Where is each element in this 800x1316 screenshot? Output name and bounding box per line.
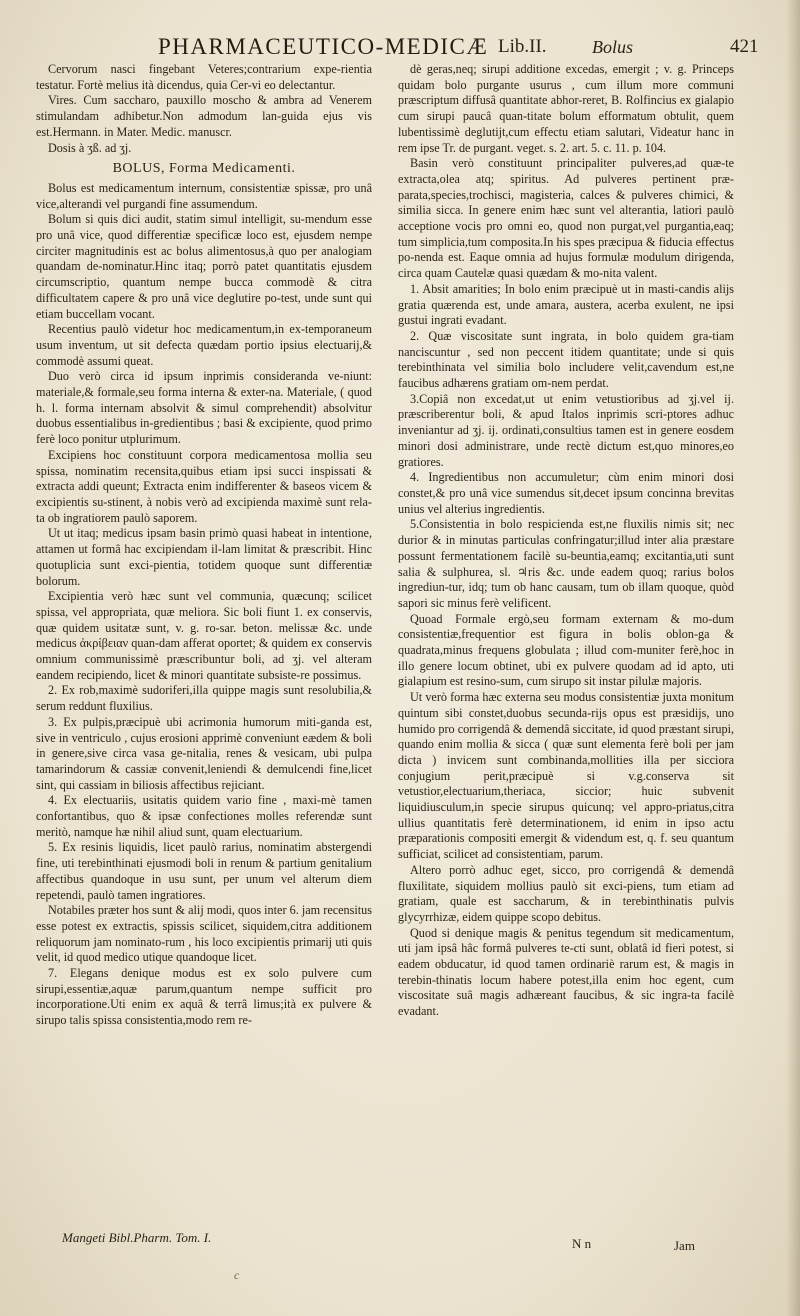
paragraph: Bolus est medicamentum internum, consistentiæ spissæ, pro unâ vice,alterandi vel purgandi fine assumendum. bbox=[36, 180, 372, 211]
section-label: Bolus bbox=[592, 37, 634, 57]
paragraph: Excipientia verò hæc sunt vel communia, quæcunq; scilicet spissa, vel appropriata, quæ meliora. Sic boli fiunt 1. ex conservis, quæ quidem usitatæ sunt, v. g. ro-sar. beton. melissæ &c. unde medicus ἀκρίβειαν quan-dam afferat oportet; & quidem ex conservis omnium communissimè præscribuntur boli, ad ʒj. vel alteram eandem recipiendo, licet & minori quantitate subsiste-re possimus. bbox=[36, 589, 372, 682]
left-column bbox=[36, 62, 372, 1237]
catchword: Jam bbox=[674, 1238, 695, 1253]
paragraph: Basin verò constituunt principaliter pulveres,ad quæ-te extracta,olea atq; spiritus. Ad pulveres pertinent præ-parata,species,trochisci, magisteria, calces & pulveres chimici, & similia sicca. In genere enim hæc sunt vel alterantia, latiori paulò acceptione vocis pro omni eo, quod non purgat,vel purgantia,eaq; tum simplicia,tum composita.In his spes præcipua & fiducia effectus po-nenda est. Eaque omnia ad hujus formulæ modulum dirigenda, circa quam Cautelæ quasi quædam & mo-nita valent. bbox=[398, 156, 734, 281]
paragraph: Vires. Cum saccharo, pauxillo moscho & ambra ad Venerem stimulandam adhibetur.Non admodum lan-guida ejus vis est.Hermann. in Mater. Medic. manuscr. bbox=[36, 93, 372, 139]
paragraph: 3.Copiâ non excedat,ut ut enim vetustioribus ad ʒj.vel ij. præscriberentur boli, & apud Italos inprimis scri-ptores adhuc inveniantur ad ʒj. ij. ordinati,consultius tamen est in genere eosdem minori dosi administrare, unde rectè dictum est,quo minores,eo gratiores. bbox=[398, 391, 734, 469]
paragraph: 4. Ingredientibus non accumuletur; cùm enim minori dosi constet,& pro unâ vice sumendus sit,decet ipsum concinna brevitas unius vel alterius ingredientis. bbox=[398, 470, 734, 516]
paragraph: 5.Consistentia in bolo respicienda est,ne fluxilis nimis sit; nec durior & in minutas particulas confringatur;illud inter alia præstare possunt fermentationem facilè su-beuntia,eamq; excitantia,uti sunt salia & sulphurea, sl. ♃ris &c. unde eadem quoq; rarius bolos ingrediun-tur, idq; tum ob hanc causam, tum ob illam quoque, quòd sapori sic minus ferè velificent. bbox=[398, 517, 734, 610]
paragraph: Recentius paulò videtur hoc medicamentum,in ex-temporaneum usum inventum, ut sit defecta quædam portio ipsius electuarij,& commodè assumi queat. bbox=[36, 322, 372, 368]
page-gutter-shadow bbox=[786, 0, 800, 1316]
paragraph: 4. Ex electuariis, usitatis quidem vario fine , maxi-mè tamen confortantibus, quo & ipsæ confectiones molles referendæ sunt meritò, namque hæ nihil aliud sunt, quam electuarium. bbox=[36, 793, 372, 839]
signature-mark: N n bbox=[572, 1236, 592, 1251]
paragraph: dè geras,neq; sirupi additione excedas, emergit ; v. g. Princeps quidam bolo purgante usurus , cum illum more communi præscriptum diffusâ quantitate abhor-reret, B. Rolfincius ex gialapio cum sirupi paucâ quan-titate bolum efformatum obtulit, quem lubentissimè deglutijt,cum effectu etiam salutari, Videatur hanc in rem ipse Tr. de purgant. veget. s. 2. art. 5. c. 11. p. 104. bbox=[398, 62, 734, 155]
footer-running-title: Mangeti Bibl.Pharm. Tom. I. bbox=[62, 1230, 212, 1245]
paragraph: 2. Quæ viscositate sunt ingrata, in bolo quidem gra-tiam nanciscuntur , sed non peccent itidem quantitate; unde si quis terebinthinata vel similia bolo includere velit,cavendum est,ne faucibus adhærens gratiam om-nem perdat. bbox=[398, 328, 734, 391]
paragraph: 2. Ex rob,maximè sudoriferi,illa quippe magis sunt resolubilia,& serum reddunt fluxilius. bbox=[36, 683, 372, 714]
running-title: PHARMACEUTICO-MEDICÆ bbox=[158, 34, 489, 59]
paragraph: 1. Absit amarities; In bolo enim præcipuè ut in masti-candis alijs gratia quærenda est, unde amara, austera, acerba exulent, ne ipsi gustui ingrati evadant. bbox=[398, 281, 734, 328]
paragraph: 7. Elegans denique modus est ex solo pulvere cum sirupi,essentiæ,aquæ parum,quantum nempe sufficit pro incorporatione.Uti enim ex aquâ & terrâ limus;ità ex pulvere & sirupo talis spissa consistentia,modo rem re- bbox=[36, 966, 372, 1028]
section-heading: BOLUS, Forma Medicamenti. bbox=[112, 161, 296, 177]
paragraph: Ut verò forma hæc externa seu modus consistentiæ juxta monitum quintum sibi constet,duobus secunda-rijs opus est præsidijs, uno humido pro corrigendâ & demendâ siccitate, id quod præstant sirupi, quando enim mollia & sicca ( quæ sunt elementa ferè boli per jam dicta ) invicem sunt combinanda,mollities illa per sicciora conjugium perit,præcipuè si v.g.conserva sit vetustior,electuarium,theriaca, siccior; huic subvenit liquidiusculum,in specie sirupus quicunq; vel appro-priatus,citra ullius quantitatis ferè determinationem, id enim in ipso actu præparationis compositi emergit & videndum est, q. f. seu quantum sufficiat, scilicet ad consistentiam, parum. bbox=[398, 690, 734, 862]
stray-mark: c bbox=[234, 1268, 240, 1282]
paragraph: Quod si denique magis & penitus tegendum sit medicamentum, uti jam ipsâ hâc formâ pulveres te-cti sunt, oblatâ id fieri potest, si eadem obducatur, id quod tamen ordinariè rarum est, & magis in terebin-thinatis locum habere potest,illa enim hoc egent, cum viscositate suâ magis adhæreant faucibus, & sic ingra-ta facilè evadant. bbox=[398, 925, 734, 1019]
book-label: Lib.II. bbox=[498, 36, 547, 57]
paragraph: Quoad Formale ergò,seu formam externam & mo-dum consistentiæ,frequentior est figura in bolis oblon-ga & quadrata,minus frequens globulata ; illud com-muniter ferè,hoc in illo genere locum obtinet, ubi ex pulvere quodam ad id apto, uti gialapium est resino-sum, cum sirupo sit instar pilulæ majoris. bbox=[398, 611, 734, 689]
page-number: 421 bbox=[730, 36, 759, 57]
paragraph: Altero porrò adhuc eget, sicco, pro corrigendâ & demendâ fluxilitate, siquidem mollius paulò sit exci-piens, tum etiam ad gratiam, quale est saccharum, & in terebinthinatis pulvis glycyrrhizæ, eidem quippe scopo debitus. bbox=[398, 862, 734, 924]
paragraph: Ut ut itaq; medicus ipsam basin primò quasi habeat in intentione, attamen ut formâ hac excipiendam il-lam limitat & præscribit. Hinc quotuplicia sunt exci-pientia, totidem quoque sunt differentiæ bolorum. bbox=[36, 526, 372, 588]
paragraph: Notabiles præter hos sunt & alij modi, quos inter 6. jam recensitus esse potest ex extractis, spissis scilicet, siquidem,citra additionem reliquorum jam nominato-rum , his loco excipientis primarij uti quis velit, id quod medico utique quandoque licet. bbox=[36, 903, 372, 965]
paragraph: Dosis à ʒß. ad ʒj. bbox=[48, 140, 132, 155]
paragraph: Duo verò circa id ipsum inprimis consideranda ve-niunt: materiale,& formale,seu forma interna & exter-na. Materiale, ( quod h. l. forma internam absolvit & simul comprehendit) absolvitur duobus essentialibus in-gredientibus ; basi & excipiente, quod primo ferè loco ponitur utplurimum. bbox=[36, 369, 372, 447]
paragraph: 3. Ex pulpis,præcipuè ubi acrimonia humorum miti-ganda est, sive in ventriculo , cujus erosioni apprimè conveniunt eædem & boli in genere,sive circa vasa ge-nitalia, renes & vesicam, ubi pulpa tamarindorum & cassiæ convenit,leniendi & demulcendi fine,licet sint, qui cassiam in biliosis affectibus rejiciant. bbox=[36, 714, 372, 792]
right-column bbox=[398, 62, 734, 1237]
paragraph: Bolum si quis dici audit, statim simul intelligit, su-mendum esse pro unâ vice, quod differentiæ specificæ loco est, ejusdem nempe circiter magnitudinis est ac bolus alimentosus,à quo per analogiam quandam de-nominatur.Hinc itaq; porrò patet quantitatis ejusdem circumscriptio, quantum nempe bucca commodè & citra difficultatem capere & pro unâ vice deglutire po-test, unde sunt qui etiam buccellam vocant. bbox=[36, 212, 372, 321]
paragraph: Cervorum nasci fingebant Veteres;contrarium expe-rientia testatur. Fortè melius ità dicendus, quia Cer-vi eo delectantur. bbox=[36, 62, 372, 92]
paragraph: Excipiens hoc constituunt corpora medicamentosa mollia seu spissa, nominatim recensita,quibus etiam ipsi succi inspissati & extracta addi queunt; Extracta enim indifferenter & baseos vicem & excipientis su-stinent, à nobis verò ad excipienda maximè sunt rela-ta ob ingratiorem paulò saporem. bbox=[36, 447, 372, 525]
paragraph: 5. Ex resinis liquidis, licet paulò rarius, nominatim abstergendi fine, uti terebinthinati ejusmodi boli in renum & partium genitalium affectibus quandoque in usu sunt, per unum vel alterum diem repetendi, paulò tamen ingratiores. bbox=[36, 840, 372, 902]
